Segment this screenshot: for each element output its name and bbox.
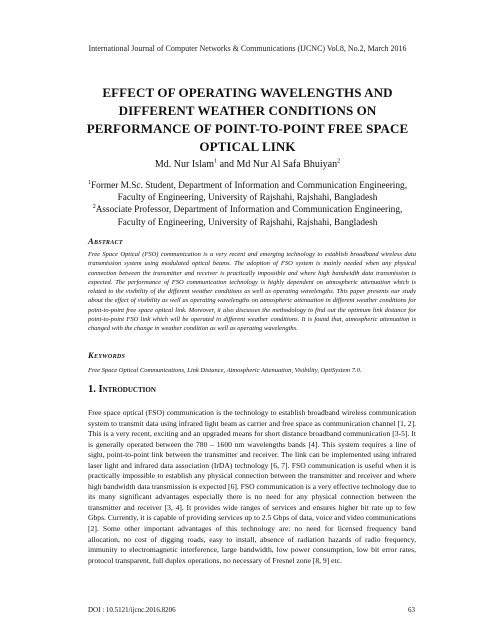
title-line: OPTICAL LINK: [199, 139, 296, 154]
author-sup: 2: [337, 158, 341, 165]
keywords-heading: Keywords: [88, 350, 126, 360]
affiliation-line: Faculty of Engineering, University of Rajshahi, Rajshahi, Bangladesh: [117, 217, 378, 228]
title-line: PERFORMANCE OF POINT-TO-POINT FREE SPACE: [86, 121, 409, 136]
journal-header: International Journal of Computer Networks & Communications (IJCNC) Vol.8, No.2, March 2016: [88, 44, 407, 53]
affiliation-line: [40, 204, 455, 216]
introduction-heading: 1. Introduction: [88, 384, 156, 395]
affiliation-line: [40, 180, 455, 192]
page-number: 63: [408, 606, 415, 614]
abstract-text: Free Space Optical (FSO) communication is a very recent and emerging technology to establish broadband wireless data transmission system using modulated optical beams. The adoption of FSO system is mainly needed when any physical connection between the transmitter and receiver is practically impossible and where high bandwidth data transmission is expected. The performance of FSO communication technology is highly dependent on atmospheric attenuation which is related to the visibility of the different weather conditions as well as operating wavelengths. This paper presents our study about the effect of visibility as well as operating wavelengths on atmospheric attenuation in different weather conditions for point-to-point free space optical link. Moreover, it also discusses the methodology to find out the optimum link distance for point-to-point FSO link which will be operated in different weather conditions. It is found that, atmospheric attenuation is changed with the change in weather condition as well as operating wavelengths.: [88, 251, 416, 333]
author-name: Md. Nur Islam: [154, 159, 215, 170]
keywords-text: Free Space Optical Communications, Link Distance, Atmospheric Attenuation, Visibility, OptiSystem 7.0.: [88, 367, 362, 374]
title-line: EFFECT OF OPERATING WAVELENGTHS AND: [102, 85, 393, 100]
author-sup: 1: [214, 158, 218, 165]
affiliation-text: Former M.Sc. Student, Department of Information and Communication Engineering,: [90, 181, 408, 191]
paper-title: [60, 84, 435, 156]
affiliation-sup: 1: [87, 179, 91, 186]
affiliation-line: Faculty of Engineering, University of Rajshahi, Rajshahi, Bangladesh: [117, 193, 378, 204]
title-line: DIFFERENT WEATHER CONDITIONS ON: [118, 103, 377, 118]
introduction-text: Free space optical (FSO) communication is the technology to establish broadband wireless communication system to transmit data using infrared light beam as carrier and free space as communication channel [1, 2]. This is a very recent, exciting and an upgraded means for short distance broadband communication [3-5]. It is generally operated between the 780 – 1600 nm wavelengths bands [4]. This system requires a line of sight, point-to-point link between the transmitter and receiver. The link can be implemented using infrared laser light and infrared data association (IrDA) technology [6, 7]. FSO communication is useful when it is practically impossible to establish any physical connection between the transmitter and receiver and where high bandwidth data transmission is expected [6]. FSO communication is a very effective technology due to its many significant advantages especially there is no need for any physical connection between the transmitter and receiver [3, 4]. It provides wide ranges of services and ensures higher bit rate up to few Gbps. Currently, it is capable of providing services up to 2.5 Gbps of data, voice and video communications [2]. Some other important advantages of this technology are: no need for licensed frequency band allocation, no cost of digging roads, easy to install, absence of radiation hazards of radio frequency, immunity to electromagnetic interference, large bandwidth, low power consumption, low bit error rates, protocol transparent, full duplex operations, no necessary of Fresnel zone [8, 9] etc.: [88, 408, 417, 565]
author-connector: and: [217, 159, 237, 170]
affiliation-text: Associate Professor, Department of Information and Communication Engineering,: [95, 205, 403, 216]
abstract-heading: Abstract: [88, 236, 123, 246]
author-list: [0, 159, 495, 170]
doi-footer: DOI : 10.5121/ijcnc.2016.8206: [88, 606, 176, 614]
affiliations: [40, 180, 455, 229]
affiliation-sup: 2: [92, 204, 96, 211]
author-name: Md Nur Al Safa Bhuiyan: [236, 159, 338, 170]
